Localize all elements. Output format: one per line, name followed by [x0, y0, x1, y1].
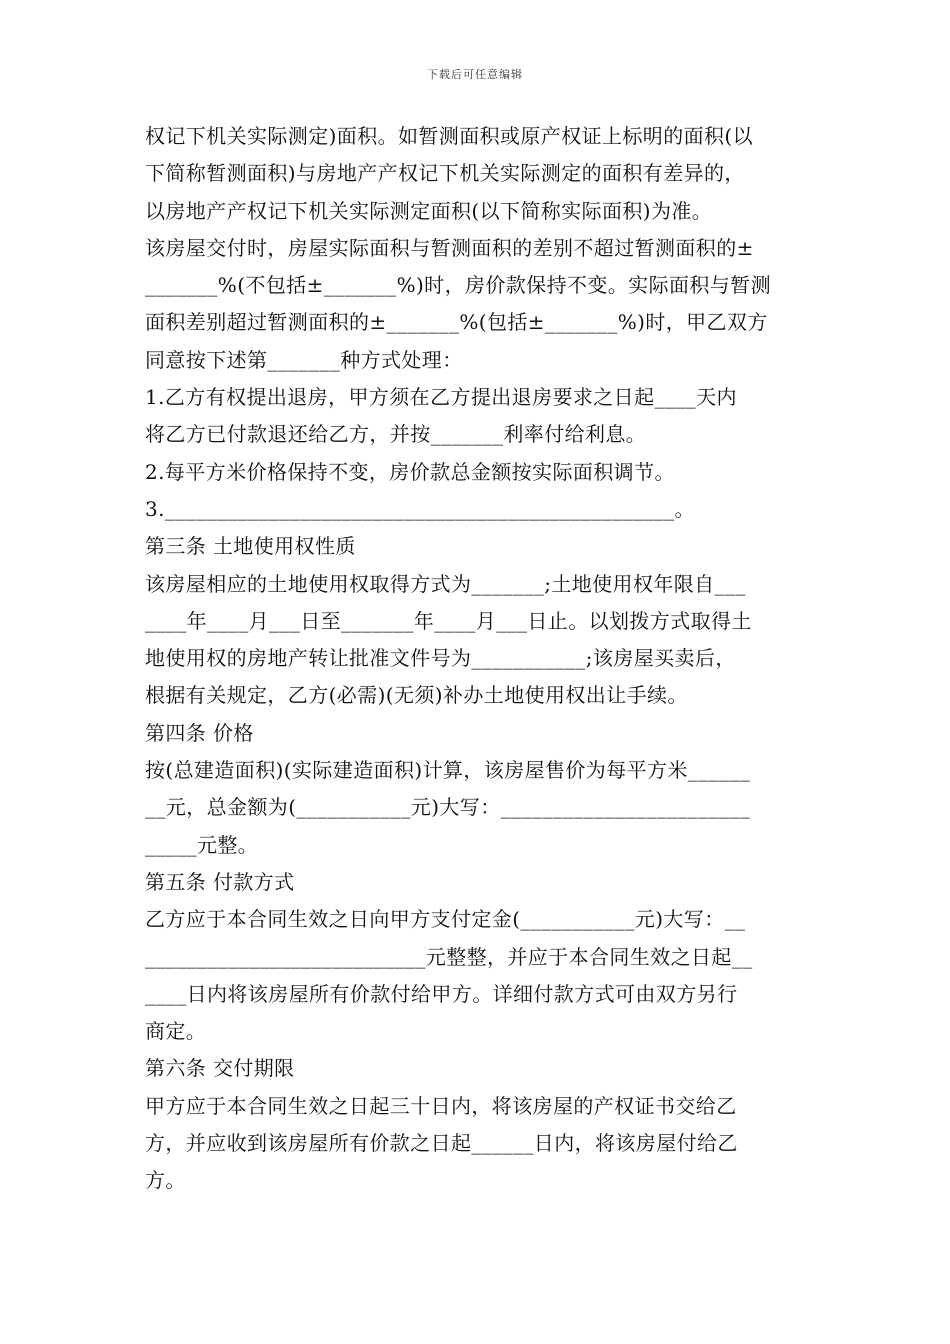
text-line: ___________________________元整整，并应于本合同生效之日起__: [145, 944, 753, 969]
page-header: 下载后可任意编辑: [427, 68, 523, 81]
text-line: 以房地产产权记下机关实际测定面积(以下简称实际面积)为准。: [145, 198, 713, 223]
text-line: _____元整。: [145, 832, 259, 857]
text-line: 方。: [145, 1168, 186, 1193]
text-line: ____年____月___日至_______年____月___日止。以划拨方式取得土: [145, 608, 752, 633]
section-heading-3: 第三条 土地使用权性质: [145, 534, 356, 559]
text-line: 2.每平方米价格保持不变，房价款总金额按实际面积调节。: [145, 459, 675, 484]
text-line: 该房屋相应的土地使用权取得方式为_______;土地使用权年限自___: [145, 571, 746, 596]
text-line: 该房屋交付时，房屋实际面积与暂测面积的差别不超过暂测面积的±: [145, 235, 754, 260]
section-heading-5: 第五条 付款方式: [145, 869, 295, 894]
text-line: 乙方应于本合同生效之日向甲方支付定金(___________元)大写：__: [145, 907, 746, 932]
text-line: 按(总建造面积)(实际建造面积)计算，该房屋售价为每平方米______: [145, 758, 751, 783]
text-line: 下简称暂测面积)与房地产产权记下机关实际测定的面积有差异的，: [145, 161, 745, 186]
text-line: 面积差别超过暂测面积的±_______%(包括±_______%)时，甲乙双方: [145, 310, 768, 335]
contract-body: [145, 118, 813, 1200]
text-line: _______%(不包括±_______%)时，房价款保持不变。实际面积与暂测: [145, 273, 771, 298]
text-line: 同意按下述第_______种方式处理：: [145, 347, 463, 372]
text-line: 根据有关规定，乙方(必需)(无须)补办土地使用权出让手续。: [145, 683, 688, 708]
section-heading-4: 第四条 价格: [145, 720, 254, 745]
text-line: __元，总金额为(___________元)大写：________________________: [145, 795, 751, 820]
text-line: ____日内将该房屋所有价款付给甲方。详细付款方式可由双方另行: [145, 981, 738, 1006]
text-line: 3._________________________________________________。: [145, 496, 695, 521]
text-line: 将乙方已付款退还给乙方，并按_______利率付给利息。: [145, 422, 647, 447]
text-line: 方，并应收到该房屋所有价款之日起______日内，将该房屋付给乙: [145, 1131, 738, 1156]
text-line: 1.乙方有权提出退房，甲方须在乙方提出退房要求之日起____天内: [145, 385, 737, 410]
text-line: 商定。: [145, 1019, 207, 1044]
text-line: 权记下机关实际测定)面积。如暂测面积或原产权证上标明的面积(以: [145, 124, 754, 148]
text-line: 地使用权的房地产转让批准文件号为___________;该房屋买卖后，: [145, 646, 736, 671]
text-line: 甲方应于本合同生效之日起三十日内，将该房屋的产权证书交给乙: [145, 1093, 737, 1118]
section-heading-6: 第六条 交付期限: [145, 1056, 295, 1081]
